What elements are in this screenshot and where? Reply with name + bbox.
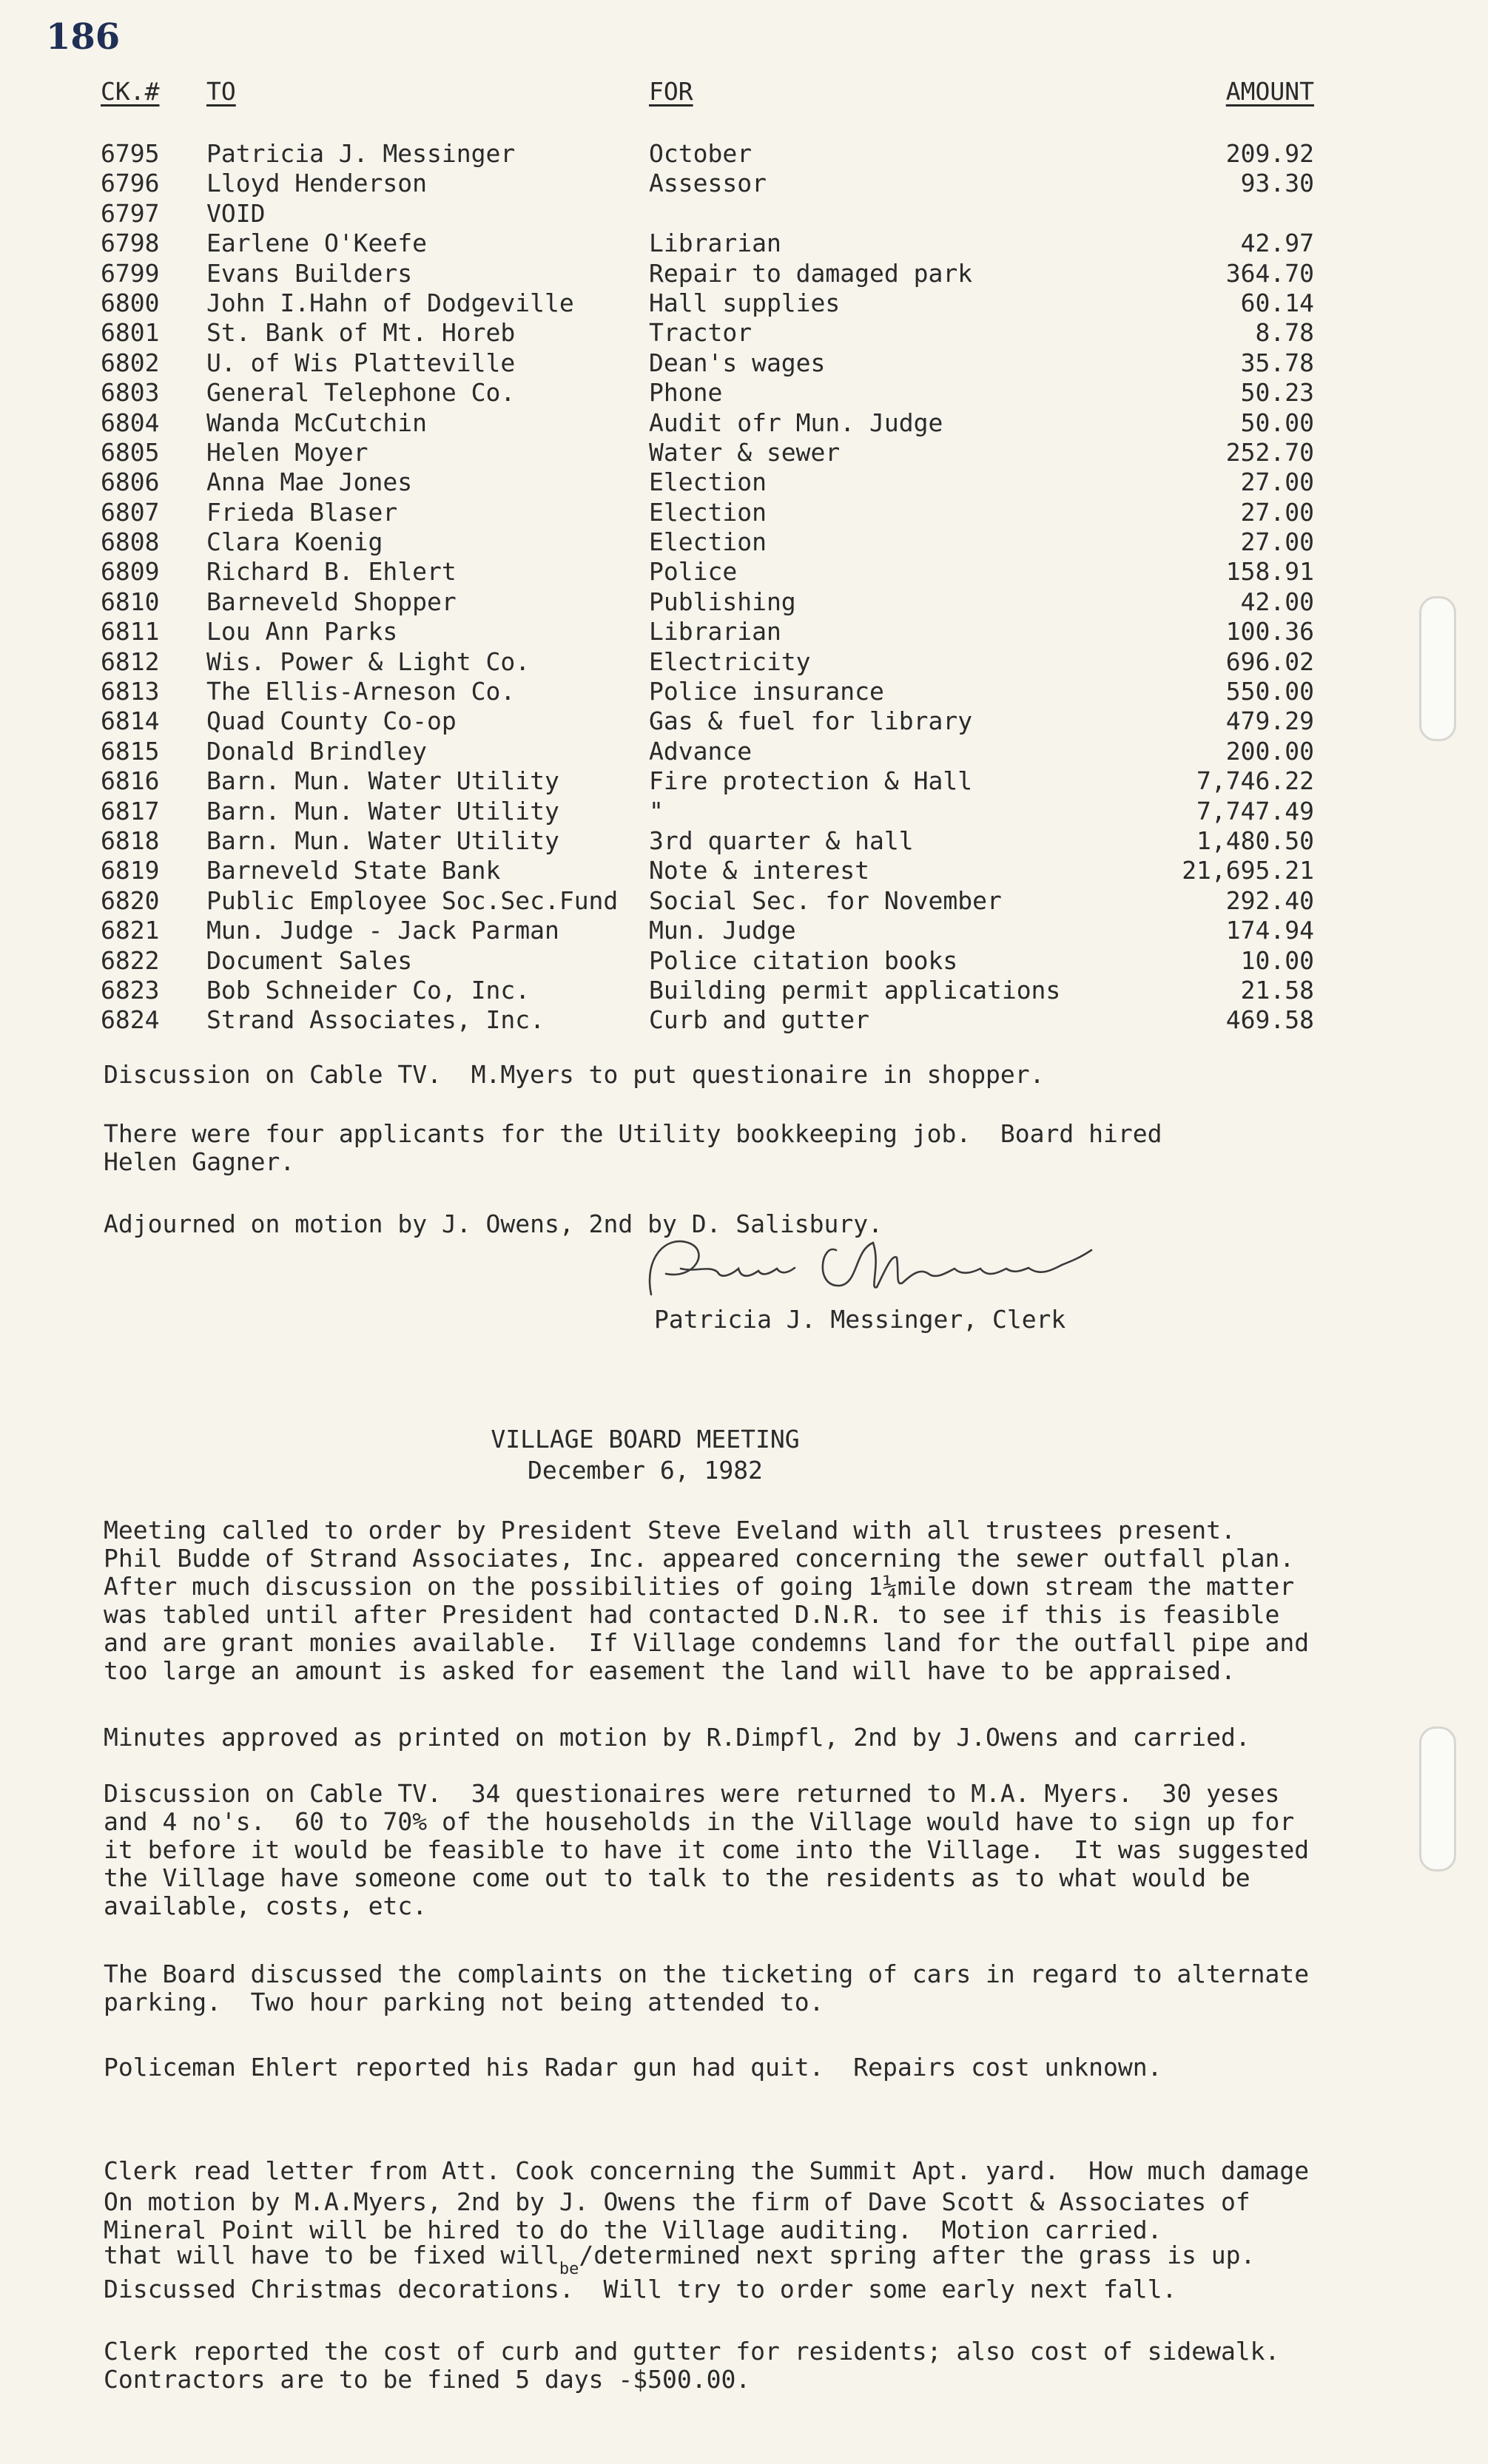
check-number: 6808 <box>101 527 160 557</box>
check-number: 6819 <box>101 856 160 885</box>
ledger-row <box>101 557 1314 587</box>
check-number: 6799 <box>101 258 160 288</box>
check-number: 6824 <box>101 1005 160 1035</box>
ledger-row <box>101 348 1314 378</box>
amount: 7,747.49 <box>1196 796 1314 826</box>
payee: Evans Builders <box>206 258 413 288</box>
meeting-paragraph-8: Discussed Christmas decorations. Will try to order some early next fall. <box>104 2275 1177 2303</box>
check-number: 6820 <box>101 885 160 915</box>
payee: Richard B. Ehlert <box>206 557 457 587</box>
payee: Patricia J. Messinger <box>206 139 516 168</box>
payee: Earlene O'Keefe <box>206 229 428 258</box>
paragraph-6-line-2b: /determined next spring after the grass is up. <box>579 2241 1256 2269</box>
check-number: 6811 <box>101 617 160 647</box>
meeting-paragraph-4: The Board discussed the complaints on the ticketing of cars in regard to alternate parking. Two hour parking not being attended to. <box>104 1960 1310 2016</box>
meeting-date: December 6, 1982 <box>528 1456 763 1485</box>
check-number: 6806 <box>101 468 160 497</box>
amount: 8.78 <box>1255 318 1314 348</box>
purpose: Audit ofr Mun. Judge <box>649 408 943 437</box>
purpose: Police <box>649 557 738 587</box>
amount: 100.36 <box>1225 617 1314 647</box>
signature-caption: Patricia J. Messinger, Clerk <box>654 1305 1066 1334</box>
ledger-row <box>101 468 1314 497</box>
check-number: 6822 <box>101 945 160 975</box>
payee: Barneveld State Bank <box>206 856 501 885</box>
ledger-row <box>101 288 1314 318</box>
applicants-note: There were four applicants for the Utility bookkeeping job. Board hired Helen Gagner. <box>104 1119 1162 1176</box>
header-for: FOR <box>649 77 693 106</box>
amount: 252.70 <box>1225 437 1314 467</box>
payee: Wis. Power & Light Co. <box>206 647 531 676</box>
payee: Donald Brindley <box>206 736 428 766</box>
payee: Public Employee Soc.Sec.Fund <box>206 885 619 915</box>
inserted-word: be <box>559 2260 579 2278</box>
amount: 10.00 <box>1240 945 1314 975</box>
purpose: Gas & fuel for library <box>649 706 973 736</box>
amount: 469.58 <box>1225 1005 1314 1035</box>
payee: Barneveld Shopper <box>206 587 457 616</box>
check-number: 6801 <box>101 318 160 348</box>
ledger-row <box>101 886 1314 916</box>
purpose: Tractor <box>649 318 753 348</box>
ledger-row <box>101 766 1314 796</box>
purpose: Fire protection & Hall <box>649 766 973 796</box>
header-ck: CK.# <box>101 77 160 106</box>
amount: 158.91 <box>1225 557 1314 587</box>
payee: Barn. Mun. Water Utility <box>206 766 559 796</box>
ledger-header <box>101 77 1314 115</box>
payee: Mun. Judge - Jack Parman <box>206 916 559 945</box>
purpose: Building permit applications <box>649 975 1061 1005</box>
handwritten-signature <box>636 1228 1139 1309</box>
binder-tab-lower <box>1419 1727 1456 1871</box>
paragraph-6-line-2 <box>104 2241 1332 2278</box>
check-number: 6814 <box>101 706 160 736</box>
amount: 550.00 <box>1225 677 1314 706</box>
purpose: Phone <box>649 378 723 408</box>
meeting-paragraph-3: Discussion on Cable TV. 34 questionaires were returned to M.A. Myers. 30 yeses and 4 no's. 60 to 70% of the households in the Village would have to sign up for it before it would be feasible to have it come into the Village. It was suggested the Village have someone come out to talk to the residents as to what would be available, costs, etc. <box>104 1779 1310 1920</box>
meeting-title: VILLAGE BOARD MEETING <box>491 1425 800 1454</box>
payee: Document Sales <box>206 945 413 975</box>
ledger-row <box>101 587 1314 617</box>
purpose: Social Sec. for November <box>649 885 1002 915</box>
purpose: October <box>649 139 753 168</box>
ledger-row <box>101 199 1314 229</box>
payee: Anna Mae Jones <box>206 468 413 497</box>
adjournment-note: Adjourned on motion by J. Owens, 2nd by D. Salisbury. <box>104 1209 883 1238</box>
payee: Helen Moyer <box>206 437 368 467</box>
header-amount: AMOUNT <box>1225 77 1314 106</box>
purpose: Electricity <box>649 647 811 676</box>
payee: Frieda Blaser <box>206 497 398 527</box>
ledger-row <box>101 1005 1314 1035</box>
header-to: TO <box>206 77 236 106</box>
amount: 7,746.22 <box>1196 766 1314 796</box>
meeting-paragraph-7: On motion by M.A.Myers, 2nd by J. Owens the firm of Dave Scott & Associates of Mineral Point will be hired to do the Village auditing. Motion carried. <box>104 2187 1250 2244</box>
meeting-paragraph-1: Meeting called to order by President Steve Eveland with all trustees present. Phil Budde of Strand Associates, Inc. appeared concerning the sewer outfall plan. After much discussion on the possibilities of going 1¼mile down stream the matter was tabled until after President had contacted D.N.R. to see if this is feasible and are grant monies available. If Village condemns land for the outfall pipe and too large an amount is asked for easement the land will have to be appraised. <box>104 1516 1310 1685</box>
purpose: Dean's wages <box>649 348 826 377</box>
amount: 174.94 <box>1225 916 1314 945</box>
purpose: Election <box>649 468 767 497</box>
amount: 50.00 <box>1240 408 1314 437</box>
purpose: Librarian <box>649 229 781 258</box>
ledger-row <box>101 647 1314 677</box>
ledger-row <box>101 527 1314 557</box>
payee: Lloyd Henderson <box>206 169 428 198</box>
ledger-row <box>101 976 1314 1005</box>
ledger-row <box>101 498 1314 527</box>
purpose: Election <box>649 497 767 527</box>
ledger-row <box>101 797 1314 826</box>
ledger-row <box>101 139 1314 169</box>
check-number: 6810 <box>101 587 160 616</box>
meeting-paragraph-5: Policeman Ehlert reported his Radar gun had quit. Repairs cost unknown. <box>104 2053 1162 2082</box>
amount: 60.14 <box>1240 288 1314 317</box>
check-number: 6804 <box>101 408 160 437</box>
purpose: 3rd quarter & hall <box>649 826 914 855</box>
page-number: 186 <box>46 16 121 58</box>
payee: Lou Ann Parks <box>206 617 398 647</box>
purpose: Note & interest <box>649 856 870 885</box>
amount: 50.23 <box>1240 378 1314 408</box>
ledger-row <box>101 856 1314 885</box>
amount: 42.00 <box>1240 587 1314 616</box>
payee: Wanda McCutchin <box>206 408 428 437</box>
check-number: 6807 <box>101 497 160 527</box>
purpose: Assessor <box>649 169 767 198</box>
check-number: 6812 <box>101 647 160 676</box>
purpose: Publishing <box>649 587 796 616</box>
purpose: Librarian <box>649 617 781 647</box>
payee: General Telephone Co. <box>206 378 516 408</box>
payee: Quad County Co-op <box>206 706 457 736</box>
meeting-paragraph-2: Minutes approved as printed on motion by R.Dimpfl, 2nd by J.Owens and carried. <box>104 1723 1250 1752</box>
ledger-row <box>101 706 1314 736</box>
paragraph-6-line-2a: that will have to be fixed will <box>104 2241 559 2269</box>
amount: 35.78 <box>1240 348 1314 377</box>
amount: 27.00 <box>1240 497 1314 527</box>
check-number: 6805 <box>101 437 160 467</box>
purpose: Water & sewer <box>649 437 841 467</box>
check-number: 6818 <box>101 826 160 855</box>
payee: Barn. Mun. Water Utility <box>206 826 559 855</box>
ledger-rows <box>101 139 1314 1036</box>
payee: Bob Schneider Co, Inc. <box>206 975 531 1005</box>
payee: John I.Hahn of Dodgeville <box>206 288 574 317</box>
check-number: 6803 <box>101 378 160 408</box>
ledger-row <box>101 318 1314 348</box>
ledger-row <box>101 169 1314 198</box>
check-number: 6821 <box>101 916 160 945</box>
amount: 27.00 <box>1240 468 1314 497</box>
payee: U. of Wis Platteville <box>206 348 516 377</box>
check-number: 6823 <box>101 975 160 1005</box>
purpose: Mun. Judge <box>649 916 796 945</box>
amount: 200.00 <box>1225 736 1314 766</box>
purpose: Advance <box>649 736 753 766</box>
amount: 21.58 <box>1240 975 1314 1005</box>
ledger-row <box>101 677 1314 706</box>
amount: 696.02 <box>1225 647 1314 676</box>
purpose: Repair to damaged park <box>649 258 973 288</box>
payee: VOID <box>206 198 266 228</box>
paragraph-6-line-1: Clerk read letter from Att. Cook concerning the Summit Apt. yard. How much damage <box>104 2156 1310 2185</box>
payee: Clara Koenig <box>206 527 383 557</box>
amount: 209.92 <box>1225 139 1314 168</box>
amount: 93.30 <box>1240 169 1314 198</box>
purpose: Election <box>649 527 767 557</box>
check-number: 6797 <box>101 198 160 228</box>
purpose: Police citation books <box>649 945 958 975</box>
check-number: 6816 <box>101 766 160 796</box>
payee: Strand Associates, Inc. <box>206 1005 545 1035</box>
ledger-row <box>101 229 1314 258</box>
check-number: 6809 <box>101 557 160 587</box>
amount: 21,695.21 <box>1182 856 1314 885</box>
ledger-row <box>101 916 1314 945</box>
amount: 292.40 <box>1225 885 1314 915</box>
payee: St. Bank of Mt. Horeb <box>206 318 516 348</box>
purpose: Curb and gutter <box>649 1005 870 1035</box>
check-number: 6815 <box>101 736 160 766</box>
ledger-row <box>101 259 1314 288</box>
ledger-row <box>101 408 1314 438</box>
ledger-row <box>101 946 1314 976</box>
ledger-row <box>101 378 1314 408</box>
check-number: 6798 <box>101 229 160 258</box>
binder-tab-upper <box>1419 596 1456 741</box>
check-number: 6802 <box>101 348 160 377</box>
check-number: 6795 <box>101 139 160 168</box>
ledger-row <box>101 826 1314 856</box>
amount: 27.00 <box>1240 527 1314 557</box>
check-number: 6796 <box>101 169 160 198</box>
check-number: 6800 <box>101 288 160 317</box>
cable-tv-note: Discussion on Cable TV. M.Myers to put questionaire in shopper. <box>104 1060 1045 1089</box>
ledger-row <box>101 617 1314 647</box>
ledger-row <box>101 438 1314 468</box>
amount: 42.97 <box>1240 229 1314 258</box>
payee: The Ellis-Arneson Co. <box>206 677 516 706</box>
amount: 364.70 <box>1225 258 1314 288</box>
payee: Barn. Mun. Water Utility <box>206 796 559 826</box>
ledger-row <box>101 737 1314 766</box>
purpose: Hall supplies <box>649 288 841 317</box>
check-number: 6813 <box>101 677 160 706</box>
purpose: " <box>649 796 664 826</box>
purpose: Police insurance <box>649 677 884 706</box>
meeting-paragraph-9: Clerk reported the cost of curb and gutter for residents; also cost of sidewalk. Contractors are to be fined 5 days -$500.00. <box>104 2337 1280 2394</box>
clerk-signature <box>636 1228 1139 1346</box>
check-ledger <box>101 77 1314 1036</box>
check-number: 6817 <box>101 796 160 826</box>
amount: 479.29 <box>1225 706 1314 736</box>
amount: 1,480.50 <box>1196 826 1314 855</box>
